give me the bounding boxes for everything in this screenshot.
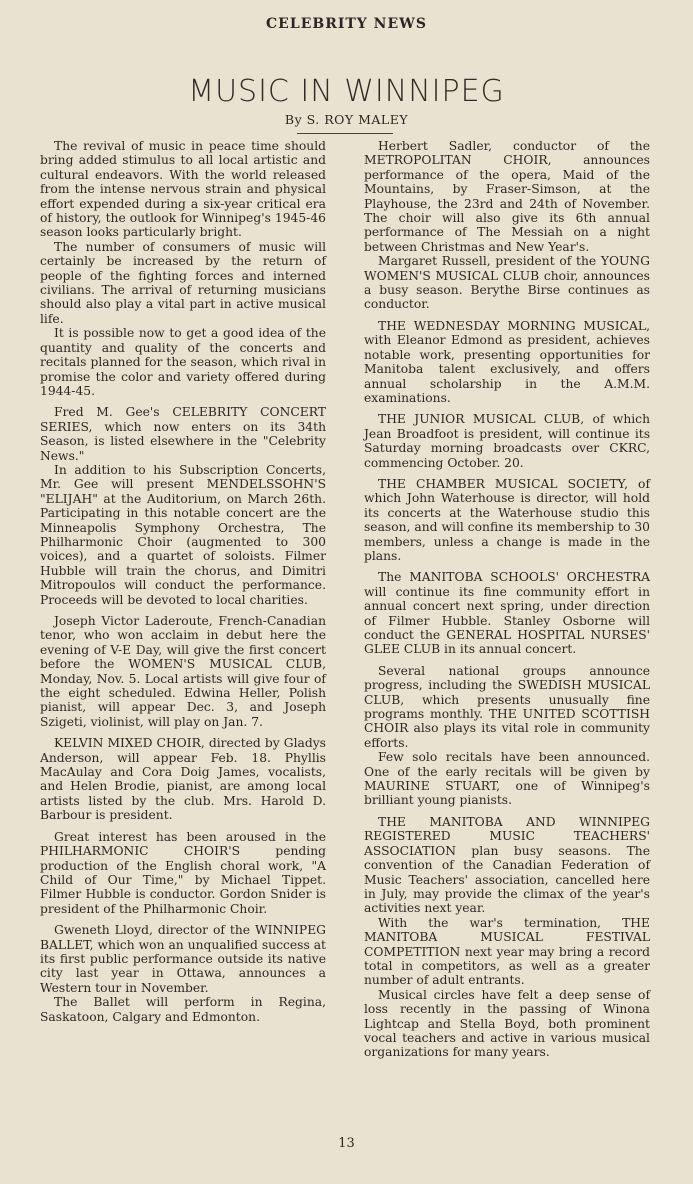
paragraph: KELVIN MIXED CHOIR, directed by Gladys Anderson, will appear Feb. 18. Phyllis MacAulay and Cora Doig James, vocalists, and Helen Brodie, pianist, are among local artists listed by the club. Mrs. Harold D. Barbour is president. bbox=[40, 736, 326, 823]
paragraph: The number of consumers of music will certainly be increased by the return of people of the fighting forces and interned civilians. The arrival of returning musicians should also play a vital part in active musical life. bbox=[40, 239, 326, 326]
article-byline: By S. ROY MALEY bbox=[284, 112, 409, 127]
paragraph: The Ballet will perform in Regina, Saskatoon, Calgary and Edmonton. bbox=[40, 995, 326, 1024]
paragraph: With the war's termination, THE MANITOBA MUSICAL FESTIVAL COMPETITION next year may bring a record total in competitors, as well as a greater number of adult entrants. bbox=[364, 915, 650, 988]
paragraph: It is possible now to get a good idea of the quantity and quality of the concerts and recitals planned for the season, which rival in promise the color and variety offered during 1944-45. bbox=[40, 326, 326, 398]
paragraph: Several national groups announce progress, including the SWEDISH MUSICAL CLUB, which presents unusually fine programs monthly. THE UNITED SCOTTISH CHOIR also plays its vital role in community efforts. bbox=[364, 663, 650, 750]
paragraph: THE MANITOBA AND WINNIPEG REGISTERED MUSIC TEACHERS' ASSOCIATION plan busy seasons. The convention of the Canadian Federation of Music Teachers' association, cancelled here in July, may provide the climax of the year's activities next year. bbox=[364, 814, 650, 916]
paragraph: The revival of music in peace time should bring added stimulus to all local artistic and cultural endeavors. With the world released from the intense nervous strain and physical effort expended during a six-year critical era of history, the outlook for Winnipeg's 1945-46 season looks particularly bright. bbox=[40, 139, 326, 240]
paragraph: THE JUNIOR MUSICAL CLUB, of which Jean Broadfoot is president, will continue its Saturday morning broadcasts over CKRC, commencing October. 20. bbox=[364, 412, 650, 470]
paragraph: Joseph Victor Laderoute, French-Canadian tenor, who won acclaim in debut here the evening of V-E Day, will give the first concert before the WOMEN'S MUSICAL CLUB, Monday, Nov. 5. Local artists will give four of the eight scheduled. Edwina Heller, Polish pianist, will appear Dec. 3, and Joseph Szigeti, violinist, will play on Jan. 7. bbox=[40, 614, 326, 729]
paragraph: THE CHAMBER MUSICAL SOCIETY, of which John Waterhouse is director, will hold its concerts at the Waterhouse studio this season, and will confine its membership to 30 members, unless a change is made in the plans. bbox=[364, 476, 650, 563]
left-column bbox=[40, 139, 326, 1024]
paragraph: Musical circles have felt a deep sense of loss recently in the passing of Winona Lightcap and Stella Boyd, both prominent vocal teachers and active in various musical organizations for many years. bbox=[364, 987, 650, 1060]
section-header: CELEBRITY NEWS bbox=[266, 16, 427, 32]
paragraph: Herbert Sadler, conductor of the METROPOLITAN CHOIR, announces performance of the opera, Maid of the Mountains, by Fraser-Simson, at the Playhouse, the 23rd and 24th of November. The choir will also give its 6th annual performance of The Messiah on a night between Christmas and New Year's. bbox=[364, 139, 650, 254]
page-number: 13 bbox=[338, 1136, 355, 1151]
article-title: MUSIC IN WINNIPEG bbox=[188, 74, 505, 109]
byline-rule bbox=[297, 133, 393, 134]
paragraph: Gweneth Lloyd, director of the WINNIPEG BALLET, which won an unqualified success at its first public performance outside its native city last year in Ottawa, announces a Western tour in November. bbox=[40, 923, 326, 995]
paragraph: In addition to his Subscription Concerts, Mr. Gee will present MENDELSSOHN'S "ELIJAH" at the Auditorium, on March 26th. Participating in this notable concert are the Minneapolis Symphony Orchestra, The Philharmonic Choir (augmented to 300 voices), and a quartet of soloists. Filmer Hubble will train the chorus, and Dimitri Mitropoulos will conduct the performance. Proceeds will be devoted to local charities. bbox=[40, 462, 326, 607]
right-column bbox=[364, 139, 650, 1060]
paragraph: Few solo recitals have been announced. One of the early recitals will be given by MAURINE STUART, one of Winnipeg's brilliant young pianists. bbox=[364, 750, 650, 808]
paragraph: Fred M. Gee's CELEBRITY CONCERT SERIES, which now enters on its 34th Season, is listed elsewhere in the "Celebrity News." bbox=[40, 405, 326, 463]
paragraph: THE WEDNESDAY MORNING MUSICAL, with Eleanor Edmond as president, achieves notable work, presenting opportunities for Manitoba talent exclusively, and offers annual scholarship in the A.M.M. examinations. bbox=[364, 318, 650, 405]
paragraph: Margaret Russell, president of the YOUNG WOMEN'S MUSICAL CLUB choir, announces a busy season. Berythe Birse continues as conductor. bbox=[364, 254, 650, 312]
paragraph: Great interest has been aroused in the PHILHARMONIC CHOIR'S pending production of the English choral work, "A Child of Our Time," by Michael Tippet. Filmer Hubble is conductor. Gordon Snider is president of the Philharmonic Choir. bbox=[40, 829, 326, 916]
paragraph: The MANITOBA SCHOOLS' ORCHESTRA will continue its fine community effort in annual concert next spring, under direction of Filmer Hubble. Stanley Osborne will conduct the GENERAL HOSPITAL NURSES' GLEE CLUB in its annual concert. bbox=[364, 570, 650, 657]
